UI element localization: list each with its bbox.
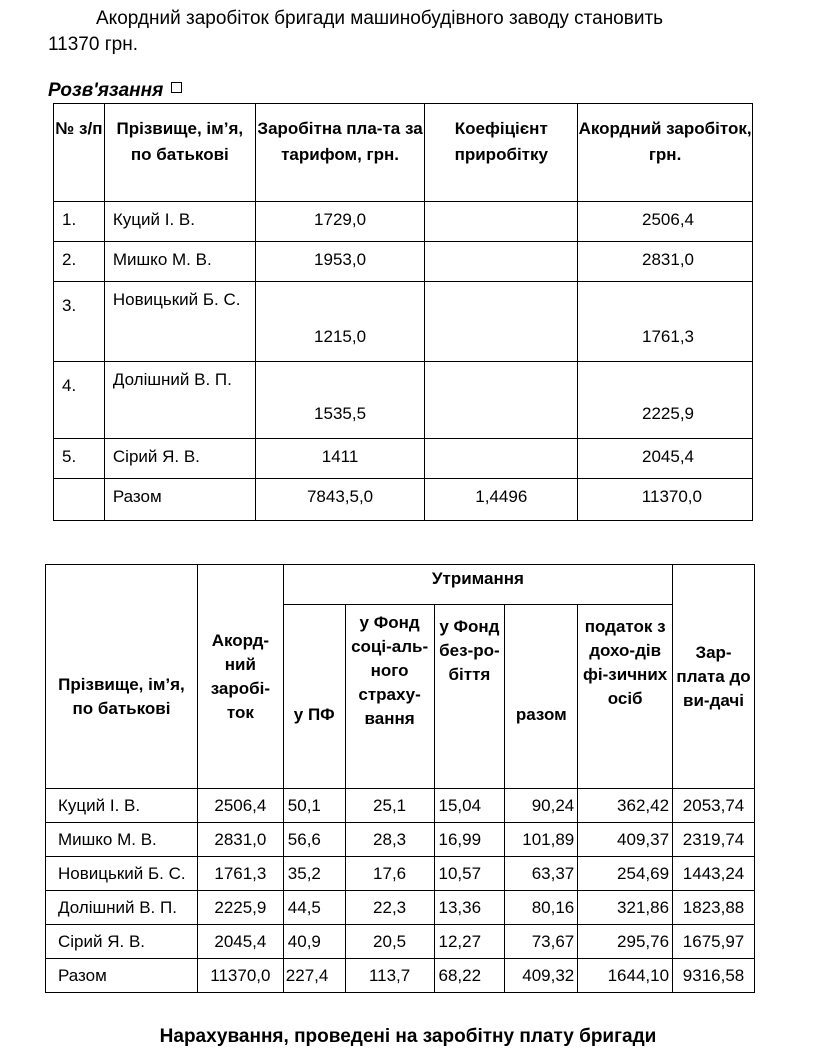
t2-sum: 63,37 (505, 857, 578, 891)
t1-total-tariff: 7843,5,0 (255, 479, 425, 521)
solution-heading-text: Розв'язання (48, 80, 164, 101)
t2-name: Новицький Б. С. (46, 857, 198, 891)
t2-accord: 2225,9 (197, 891, 283, 925)
t2-net: 1443,24 (673, 857, 755, 891)
table-total-row (54, 479, 753, 521)
intro-line2: 11370 грн. (48, 34, 138, 55)
table2-header-row-1 (46, 565, 755, 605)
t1-num: 3. (54, 282, 105, 362)
t2-pf: 35,2 (283, 857, 345, 891)
t2-sum: 101,89 (505, 823, 578, 857)
table-row (54, 242, 753, 282)
t2-header-tax: податок з дохо-дів фі-зичних осіб (578, 605, 673, 789)
t2-pf: 40,9 (283, 925, 345, 959)
t2-name: Долішний В. П. (46, 891, 198, 925)
t2-social: 22,3 (345, 891, 434, 925)
footer-caption: Нарахування, проведені на заробітну плату бригади (159, 1026, 657, 1047)
t1-coef (425, 362, 578, 439)
t2-total-pf: 227,4 (283, 959, 345, 993)
t2-header-name: Прізвище, ім’я, по батькові (46, 565, 198, 789)
t2-net: 2319,74 (673, 823, 755, 857)
t1-total-label: Разом (104, 479, 255, 521)
t1-tariff: 1729,0 (255, 202, 425, 242)
t2-unemployment: 16,99 (434, 823, 505, 857)
t1-coef (425, 282, 578, 362)
table-row (46, 891, 755, 925)
t2-unemployment: 15,04 (434, 789, 505, 823)
t2-total-accord: 11370,0 (197, 959, 283, 993)
t2-header-sum: разом (505, 605, 578, 789)
square-bullet-icon (171, 82, 182, 93)
t2-tax: 321,86 (578, 891, 673, 925)
intro-line1: Акордний заробіток бригади машинобудівного заводу становить (96, 8, 664, 29)
t1-total-num (54, 479, 105, 521)
table1-header-row (54, 104, 753, 202)
t1-header-tariff: Заробітна пла-та за тарифом, грн. (255, 104, 425, 202)
t2-name: Сірий Я. В. (46, 925, 198, 959)
t1-accord: 2225,9 (578, 362, 753, 439)
t1-header-coef: Коефіцієнт приробітку (425, 104, 578, 202)
t2-total-sum: 409,32 (505, 959, 578, 993)
t2-accord: 1761,3 (197, 857, 283, 891)
t2-pf: 56,6 (283, 823, 345, 857)
t2-social: 25,1 (345, 789, 434, 823)
t1-accord: 2831,0 (578, 242, 753, 282)
table-row (46, 823, 755, 857)
t2-total-label: Разом (46, 959, 198, 993)
t1-total-accord: 11370,0 (578, 479, 753, 521)
t2-social: 17,6 (345, 857, 434, 891)
t2-tax: 362,42 (578, 789, 673, 823)
table-row (46, 857, 755, 891)
t2-total-unemployment: 68,22 (434, 959, 505, 993)
t1-accord: 1761,3 (578, 282, 753, 362)
t2-header-deductions: Утримання (283, 565, 672, 605)
t1-tariff: 1535,5 (255, 362, 425, 439)
intro-paragraph (48, 6, 754, 32)
t2-tax: 295,76 (578, 925, 673, 959)
t1-header-num: № з/п (54, 104, 105, 202)
table-total-row (46, 959, 755, 993)
t1-accord: 2045,4 (578, 439, 753, 479)
t2-unemployment: 13,36 (434, 891, 505, 925)
t2-accord: 2831,0 (197, 823, 283, 857)
t1-name: Новицький Б. С. (104, 282, 255, 362)
t1-name: Сірий Я. В. (104, 439, 255, 479)
t2-sum: 90,24 (505, 789, 578, 823)
t2-net: 1823,88 (673, 891, 755, 925)
t2-net: 1675,97 (673, 925, 755, 959)
t2-total-social: 113,7 (345, 959, 434, 993)
t2-total-tax: 1644,10 (578, 959, 673, 993)
table-row (54, 362, 753, 439)
t2-total-net: 9316,58 (673, 959, 755, 993)
t2-header-unemployment: у Фонд без-ро-біття (434, 605, 505, 789)
t2-header-accord: Акорд-ний заробі-ток (197, 565, 283, 789)
t1-num: 4. (54, 362, 105, 439)
t1-accord: 2506,4 (578, 202, 753, 242)
t2-social: 20,5 (345, 925, 434, 959)
t1-num: 1. (54, 202, 105, 242)
table-row (54, 282, 753, 362)
t2-pf: 50,1 (283, 789, 345, 823)
t1-coef (425, 202, 578, 242)
t1-coef (425, 242, 578, 282)
t2-social: 28,3 (345, 823, 434, 857)
t1-tariff: 1215,0 (255, 282, 425, 362)
solution-heading (48, 80, 182, 102)
t1-total-coef: 1,4496 (425, 479, 578, 521)
t2-unemployment: 12,27 (434, 925, 505, 959)
t2-tax: 409,37 (578, 823, 673, 857)
table-row (46, 789, 755, 823)
accord-earnings-table (53, 103, 753, 521)
t2-tax: 254,69 (578, 857, 673, 891)
t2-sum: 80,16 (505, 891, 578, 925)
t1-tariff: 1953,0 (255, 242, 425, 282)
t2-sum: 73,67 (505, 925, 578, 959)
t2-name: Мишко М. В. (46, 823, 198, 857)
t2-name: Куций І. В. (46, 789, 198, 823)
deductions-table (45, 564, 755, 993)
t2-unemployment: 10,57 (434, 857, 505, 891)
t2-header-net: Зар-плата до ви-дачі (673, 565, 755, 789)
t1-num: 2. (54, 242, 105, 282)
t1-name: Мишко М. В. (104, 242, 255, 282)
table-row (54, 202, 753, 242)
t2-header-pf: у ПФ (283, 605, 345, 789)
t1-header-name: Прізвище, ім’я, по батькові (104, 104, 255, 202)
t2-accord: 2045,4 (197, 925, 283, 959)
t1-name: Куций І. В. (104, 202, 255, 242)
t2-accord: 2506,4 (197, 789, 283, 823)
t1-coef (425, 439, 578, 479)
t1-name: Долішний В. П. (104, 362, 255, 439)
t1-num: 5. (54, 439, 105, 479)
table-row (54, 439, 753, 479)
t2-header-social: у Фонд соці-аль-ного страху-вання (345, 605, 434, 789)
t1-header-accord: Акордний заробіток, грн. (578, 104, 753, 202)
table-row (46, 925, 755, 959)
t2-pf: 44,5 (283, 891, 345, 925)
t1-tariff: 1411 (255, 439, 425, 479)
t2-net: 2053,74 (673, 789, 755, 823)
